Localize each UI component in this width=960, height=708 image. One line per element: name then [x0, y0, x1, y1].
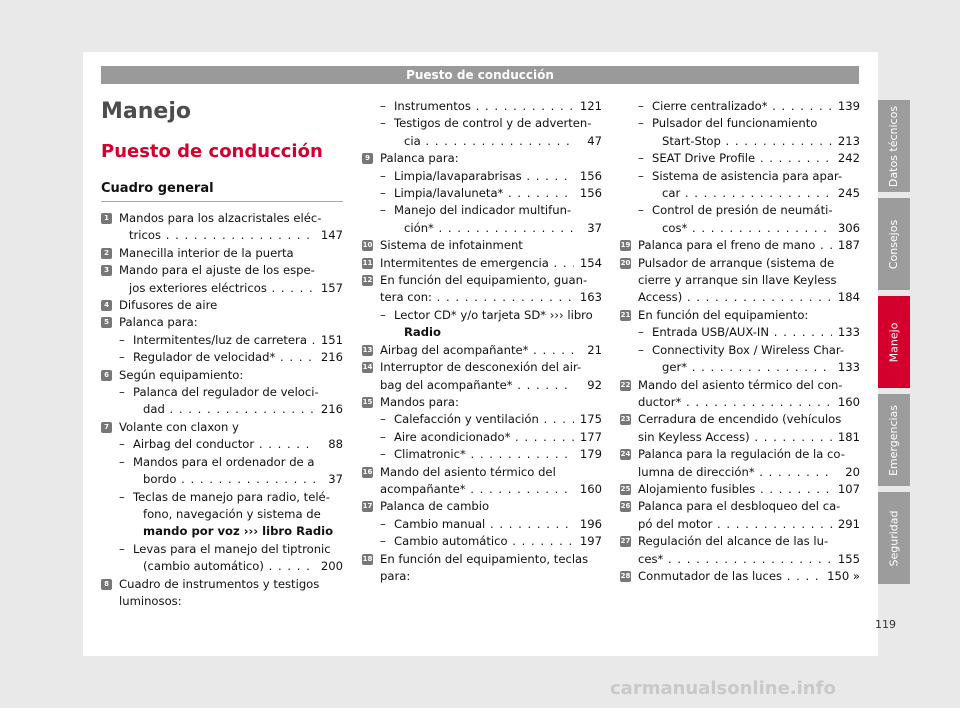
sub-line	[394, 168, 602, 185]
entry-text: Palanca para el freno de mano . . .	[638, 237, 832, 254]
sub-line: Manejo del indicador multifun-	[394, 203, 572, 218]
dash-icon: –	[119, 332, 125, 347]
entry-line	[638, 429, 860, 446]
list-item	[620, 307, 860, 377]
page-ref[interactable]: 47	[587, 133, 602, 148]
entry-line: Mando para el ajuste de los espe-	[119, 263, 315, 278]
sub-item	[380, 185, 602, 202]
sub-item	[119, 541, 343, 576]
sub-line	[652, 185, 860, 202]
list-item	[362, 98, 602, 150]
dash-icon: –	[638, 203, 644, 218]
list-item	[101, 210, 343, 245]
item-number-badge: 6	[101, 370, 112, 381]
dash-icon: –	[380, 99, 386, 113]
side-tab[interactable]	[878, 394, 910, 486]
sub-item	[638, 115, 860, 150]
dash-icon: –	[119, 385, 125, 400]
page-ref[interactable]: 213	[837, 133, 860, 148]
entry-line	[638, 568, 860, 585]
entry-line	[638, 237, 860, 254]
item-number-badge: 7	[101, 422, 112, 433]
entry-line: En función del equipamiento, teclas	[380, 551, 589, 566]
sub-line: Mandos para el ordenador de a	[133, 454, 315, 469]
entry-text: acompañante* . . .	[380, 481, 574, 498]
entry-text: cos* . . .	[662, 220, 832, 237]
sub-line	[394, 429, 602, 446]
entry-line: Sistema de infotainment	[380, 238, 523, 253]
sub-line	[133, 332, 343, 349]
page-ref[interactable]: 37	[587, 220, 602, 235]
entry-text: Intermitentes de emergencia . . .	[380, 255, 574, 272]
page-ref[interactable]: 150 »	[827, 568, 860, 583]
entry-text: ción* . . .	[404, 220, 574, 237]
sub-item	[638, 342, 860, 377]
entry-line	[380, 481, 602, 498]
chapter-title: Manejo	[101, 99, 191, 124]
item-number-badge: 23	[620, 415, 631, 424]
item-number-badge: 24	[620, 450, 631, 459]
entry-text: Regulador de velocidad* . . .	[133, 349, 315, 366]
page-ref[interactable]: 155	[837, 551, 860, 566]
dash-icon: –	[638, 151, 644, 166]
entry-line: Cuadro de instrumentos y testigos	[119, 576, 320, 591]
dash-icon: –	[380, 412, 386, 427]
entry-text: Cambio manual . . .	[394, 516, 574, 533]
dash-icon: –	[380, 516, 386, 531]
entry-text: tricos . . .	[129, 227, 315, 244]
dash-icon: –	[380, 186, 386, 201]
item-number-badge: 8	[101, 579, 112, 590]
page-ref[interactable]: 154	[579, 255, 602, 270]
page-ref[interactable]: 181	[837, 429, 860, 444]
entry-line: Volante con claxon y	[119, 419, 239, 434]
sub-line	[652, 324, 860, 341]
item-number-badge: 14	[362, 363, 373, 372]
entry-line	[119, 280, 343, 297]
entry-text: Instrumentos . . .	[394, 98, 574, 115]
list-item	[620, 377, 860, 412]
page-ref[interactable]: 156	[579, 186, 602, 201]
list-item	[101, 262, 343, 297]
entry-text: Intermitentes/luz de carretera . . .	[133, 332, 315, 349]
sub-line	[652, 220, 860, 237]
entry-text: Calefacción y ventilación . . .	[394, 411, 574, 428]
entry-text: Airbag del conductor . . .	[133, 436, 315, 453]
sub-line	[133, 471, 343, 488]
list-item	[620, 411, 860, 446]
dash-icon: –	[638, 99, 644, 113]
entry-text: ces* . . .	[638, 551, 832, 568]
item-number-badge: 10	[362, 241, 373, 250]
side-tab[interactable]	[878, 198, 910, 290]
entry-line	[638, 481, 860, 498]
list-item	[362, 464, 602, 499]
sub-line	[652, 359, 860, 376]
entry-text: cia . . .	[404, 133, 574, 150]
page-ref[interactable]: 20	[845, 464, 860, 479]
sub-item	[638, 202, 860, 237]
sub-item	[380, 168, 602, 185]
sub-item	[380, 115, 602, 150]
dash-icon: –	[638, 168, 644, 183]
list-item	[101, 367, 343, 419]
sub-item	[380, 98, 602, 115]
sub-item	[638, 98, 860, 115]
item-number-badge: 4	[101, 300, 112, 311]
sub-item	[119, 454, 343, 489]
entry-line: Palanca para:	[380, 151, 459, 166]
page-ref[interactable]: 197	[579, 534, 602, 549]
entry-text: car . . .	[662, 185, 832, 202]
entry-text: dad . . .	[143, 401, 315, 418]
sub-item	[638, 150, 860, 167]
entry-line: Mando del asiento térmico del	[380, 464, 556, 479]
entry-line	[380, 342, 602, 359]
entry-line: Cerradura de encendido (vehículos	[638, 412, 842, 427]
item-number-badge: 1	[101, 213, 112, 224]
sub-line: Teclas de manejo para radio, telé-	[133, 489, 330, 504]
page-ref[interactable]: 175	[579, 412, 602, 427]
side-tab-label: Datos técnicos	[887, 105, 901, 187]
sub-line: Radio	[404, 325, 441, 340]
sub-line: Lector CD* y/o tarjeta SD* ››› libro	[394, 307, 593, 322]
list-item	[362, 394, 602, 464]
list-item	[620, 498, 860, 533]
list-item	[362, 498, 602, 550]
sub-item	[380, 411, 602, 428]
column-1	[101, 210, 343, 610]
item-number-badge: 26	[620, 502, 631, 511]
entry-line: En función del equipamiento:	[638, 307, 809, 322]
entry-text: bordo . . .	[143, 471, 315, 488]
entry-line	[638, 516, 860, 533]
dash-icon: –	[380, 168, 386, 183]
entry-line: Mandos para:	[380, 394, 459, 409]
page-ref[interactable]: 163	[579, 290, 602, 305]
entry-line	[638, 289, 860, 306]
page-ref[interactable]: 216	[320, 350, 343, 365]
entry-text: ger* . . .	[662, 359, 832, 376]
entry-text: Entrada USB/AUX-IN . . .	[652, 324, 832, 341]
entry-text: lumna de dirección* . . .	[638, 464, 832, 481]
item-number-badge: 21	[620, 310, 631, 319]
page-ref[interactable]: 291	[837, 516, 860, 531]
dash-icon: –	[638, 325, 644, 340]
page-ref[interactable]: 121	[579, 99, 602, 113]
entry-text: Limpia/lavaluneta* . . .	[394, 185, 574, 202]
list-item	[101, 314, 343, 366]
side-tab-label: Manejo	[887, 322, 901, 362]
entry-line: Mandos para los alzacristales eléc-	[119, 211, 322, 225]
list-item	[620, 98, 860, 237]
list-item	[620, 533, 860, 568]
entry-line: Manecilla interior de la puerta	[119, 245, 294, 260]
item-number-badge: 18	[362, 554, 373, 563]
sub-line	[133, 558, 343, 575]
dash-icon: –	[380, 203, 386, 218]
page-ref[interactable]: 147	[320, 228, 343, 243]
page-ref[interactable]: 160	[579, 481, 602, 496]
item-number-badge: 17	[362, 502, 373, 511]
sub-line	[394, 98, 602, 115]
sub-line	[394, 185, 602, 202]
sub-line	[394, 133, 602, 150]
page-ref[interactable]: 245	[837, 186, 860, 201]
entry-text: tera con: . . .	[380, 289, 574, 306]
entry-line	[380, 377, 602, 394]
sub-item	[119, 489, 343, 541]
page-ref[interactable]: 160	[837, 394, 860, 409]
entry-line: para:	[380, 568, 411, 583]
item-number-badge: 3	[101, 265, 112, 276]
page-ref[interactable]: 200	[320, 559, 343, 574]
sub-line	[133, 401, 343, 418]
page-ref[interactable]: 157	[320, 280, 343, 295]
entry-text: Access) . . .	[638, 289, 832, 306]
entry-text: Limpia/lavaparabrisas . . .	[394, 168, 574, 185]
page-ref[interactable]: 139	[837, 99, 860, 113]
side-tab[interactable]	[878, 296, 910, 388]
side-tab-label: Seguridad	[887, 510, 901, 566]
list-item	[620, 255, 860, 307]
entry-text: Alojamiento fusibles . . .	[638, 481, 832, 498]
item-number-badge: 28	[620, 571, 631, 580]
page-ref[interactable]: 306	[837, 220, 860, 235]
entry-text: (cambio automático) . . .	[143, 558, 315, 575]
list-item	[620, 568, 860, 585]
watermark: carmanualsonline.info	[610, 678, 836, 699]
entry-line	[380, 289, 602, 306]
sub-line: Pulsador del funcionamiento	[652, 116, 818, 131]
page-ref[interactable]: 184	[837, 290, 860, 305]
dash-icon: –	[380, 447, 386, 462]
list-item	[620, 237, 860, 254]
sub-item	[380, 307, 602, 342]
entry-text: Cambio automático . . .	[394, 533, 574, 550]
entry-text: Airbag del acompañante* . . .	[380, 342, 574, 359]
sub-line: Levas para el manejo del tiptronic	[133, 541, 331, 556]
dash-icon: –	[119, 437, 125, 452]
page-ref[interactable]: 177	[579, 429, 602, 444]
entry-line	[119, 227, 343, 244]
entry-text: Climatronic* . . .	[394, 446, 574, 463]
page-ref[interactable]: 133	[837, 360, 860, 375]
sub-line	[652, 98, 860, 115]
item-number-badge: 19	[620, 241, 631, 250]
sub-item	[380, 202, 602, 237]
entry-line: Interruptor de desconexión del air-	[380, 360, 582, 375]
list-item	[101, 576, 343, 611]
sub-line: Palanca del regulador de veloci-	[133, 385, 319, 400]
sub-line	[394, 220, 602, 237]
entry-line	[638, 394, 860, 411]
item-number-badge: 27	[620, 537, 631, 546]
entry-line	[638, 464, 860, 481]
item-number-badge: 15	[362, 397, 373, 406]
page-ref[interactable]: 151	[320, 332, 343, 347]
entry-line: Palanca de cambio	[380, 499, 490, 514]
list-item	[101, 245, 343, 262]
sub-line	[652, 133, 860, 150]
item-number-badge: 12	[362, 276, 373, 285]
sub-line	[133, 436, 343, 453]
list-item	[362, 237, 602, 254]
sub-item	[380, 533, 602, 550]
entry-text: Cierre centralizado* . . .	[652, 98, 832, 115]
page-ref[interactable]: 88	[328, 437, 343, 452]
sub-item	[380, 446, 602, 463]
side-tab-label: Emergencias	[887, 404, 901, 476]
dash-icon: –	[119, 350, 125, 365]
entry-line: Palanca para el desbloqueo del ca-	[638, 499, 841, 514]
list-item	[362, 255, 602, 272]
entry-line: En función del equipamiento, guan-	[380, 273, 588, 288]
page-ref[interactable]: 216	[320, 402, 343, 417]
item-number-badge: 20	[620, 258, 631, 267]
list-item	[362, 272, 602, 342]
sub-line: Connectivity Box / Wireless Char-	[652, 342, 845, 357]
sub-line: mando por voz ››› libro Radio	[143, 524, 334, 539]
column-2	[362, 98, 602, 585]
page-ref[interactable]: 187	[837, 238, 860, 253]
entry-line: Regulación del alcance de las lu-	[638, 534, 829, 549]
entry-line: luminosos:	[119, 593, 182, 608]
sub-item	[119, 384, 343, 419]
sub-line	[394, 446, 602, 463]
page-header: Puesto de conducción	[101, 66, 859, 84]
page-ref[interactable]: 107	[837, 481, 860, 496]
item-number-badge: 25	[620, 484, 631, 493]
list-item	[362, 342, 602, 359]
item-number-badge: 5	[101, 317, 112, 328]
entry-line: Pulsador de arranque (sistema de	[638, 255, 835, 270]
item-number-badge: 13	[362, 345, 373, 354]
sub-line: Testigos de control y de adverten-	[394, 116, 592, 131]
entry-text: pó del motor . . .	[638, 516, 832, 533]
entry-text: bag del acompañante* . . .	[380, 377, 574, 394]
sub-item	[638, 168, 860, 203]
sub-line: Control de presión de neumáti-	[652, 203, 833, 218]
entry-line: cierre y arranque sin llave Keyless	[638, 273, 837, 288]
entry-text: Start-Stop . . .	[662, 133, 832, 150]
sub-item	[380, 429, 602, 446]
list-item	[362, 359, 602, 394]
subsection-title: Cuadro general	[101, 181, 343, 202]
sub-line	[394, 533, 602, 550]
item-number-badge: 22	[620, 380, 631, 389]
section-title: Puesto de conducción	[101, 141, 323, 162]
entry-line	[638, 551, 860, 568]
side-tab[interactable]	[878, 100, 910, 192]
dash-icon: –	[119, 489, 125, 504]
sub-item	[119, 332, 343, 349]
sub-item	[638, 324, 860, 341]
dash-icon: –	[119, 454, 125, 469]
sub-line: Sistema de asistencia para apar-	[652, 168, 843, 183]
list-item	[620, 481, 860, 498]
page-ref[interactable]: 242	[837, 151, 860, 166]
entry-line: Según equipamiento:	[119, 367, 244, 382]
entry-text: ductor* . . .	[638, 394, 832, 411]
entry-line: Mando del asiento térmico del con-	[638, 377, 843, 392]
sub-line: fono, navegación y sistema de	[143, 506, 321, 521]
dash-icon: –	[380, 116, 386, 131]
side-tab[interactable]	[878, 492, 910, 584]
sub-line	[133, 349, 343, 366]
entry-line	[380, 255, 602, 272]
column-3	[620, 98, 860, 585]
list-item	[362, 150, 602, 237]
list-item	[101, 297, 343, 314]
page-ref[interactable]: 179	[579, 447, 602, 462]
item-number-badge: 16	[362, 467, 373, 476]
item-number-badge: 9	[362, 153, 373, 164]
sub-line	[394, 516, 602, 533]
entry-line: Difusores de aire	[119, 298, 218, 313]
entry-text: Conmutador de las luces . . .	[638, 568, 823, 585]
page-ref[interactable]: 21	[587, 342, 602, 357]
dash-icon: –	[638, 116, 644, 131]
sub-line	[394, 411, 602, 428]
entry-text: sin Keyless Access) . . .	[638, 429, 832, 446]
entry-text: jos exteriores eléctricos . . .	[129, 280, 315, 297]
dash-icon: –	[380, 307, 386, 322]
entry-line: Palanca para la regulación de la co-	[638, 447, 845, 462]
dash-icon: –	[119, 541, 125, 556]
entry-text: Aire acondicionado* . . .	[394, 429, 574, 446]
page-ref[interactable]: 133	[837, 325, 860, 340]
sub-item	[380, 516, 602, 533]
sub-line	[652, 150, 860, 167]
page-ref[interactable]: 196	[579, 516, 602, 531]
page-number: 119	[875, 618, 896, 631]
list-item	[362, 551, 602, 586]
sub-item	[119, 349, 343, 366]
item-number-badge: 2	[101, 248, 112, 259]
dash-icon: –	[380, 534, 386, 549]
sub-item	[119, 436, 343, 453]
list-item	[620, 446, 860, 481]
page-ref[interactable]: 37	[328, 472, 343, 487]
side-tab-label: Consejos	[887, 219, 901, 269]
page-ref[interactable]: 156	[579, 168, 602, 183]
page-ref[interactable]: 92	[587, 377, 602, 392]
dash-icon: –	[380, 429, 386, 444]
dash-icon: –	[638, 342, 644, 357]
list-item	[101, 419, 343, 576]
item-number-badge: 11	[362, 258, 373, 267]
entry-line: Palanca para:	[119, 315, 198, 330]
entry-text: SEAT Drive Profile . . .	[652, 150, 832, 167]
